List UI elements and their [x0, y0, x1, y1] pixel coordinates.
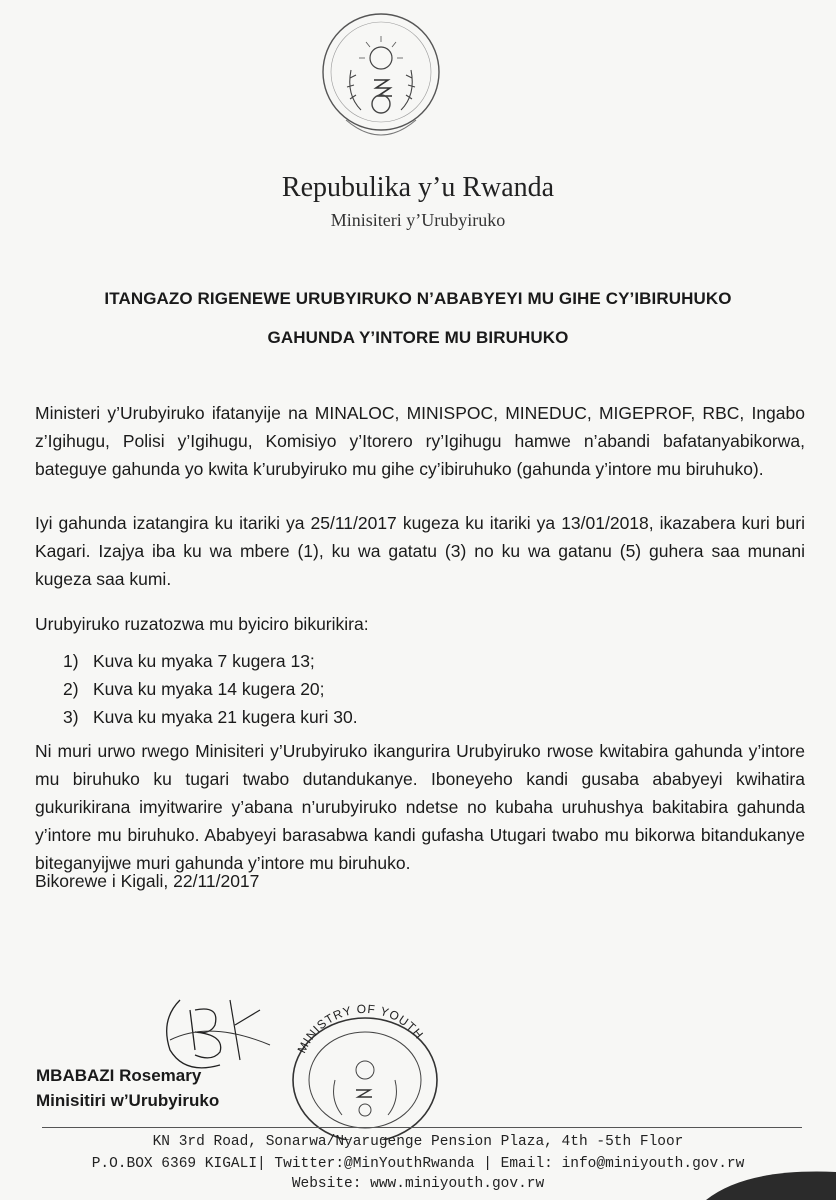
footer-contacts: P.O.BOX 6369 KIGALI| Twitter:@MinYouthRwanda | Email: info@miniyouth.gov.rw	[91, 1156, 745, 1172]
paragraph-call-to-action: Ni muri urwo rwego Minisiteri y’Urubyiruko ikangurira Urubyiruko rwose kwitabira gahunda y’intore mu biruhuko ku tugari twabo dutandukanye. Iboneyeho kandi gusaba ababyeyi kwihatira gukurikirana imyitwarire y’abana n’urubyiruko ndetse no kubaha uruhushya bakitabira gahunda y’intore mu biruhuko. Ababyeyi barasabwa kandi gufasha Utugari twabo mu bikorwa bitandukanye biteganyijwe muri gahunda y’intore mu biruhuko.	[35, 741, 805, 873]
svg-text:MINISTRY OF YOUTH: MINISTRY OF YOUTH	[294, 1001, 427, 1056]
list-item	[63, 675, 358, 703]
ministry-of-youth-stamp	[280, 1000, 450, 1140]
list-item-text: Kuva ku myaka 14 kugera 20;	[93, 679, 325, 699]
date-line: Bikorewe i Kigali, 22/11/2017	[35, 871, 260, 891]
rwanda-coat-of-arms-emblem	[316, 0, 446, 160]
list-item-number: 3)	[63, 707, 79, 727]
list-item-text: Kuva ku myaka 21 kugera kuri 30.	[93, 707, 358, 727]
program-heading: GAHUNDA Y’INTORE MU BIRUHUKO	[267, 328, 569, 347]
corner-decoration	[706, 1168, 836, 1200]
paragraph-schedule: Iyi gahunda izatangira ku itariki ya 25/11/2017 kugeza ku itariki ya 13/01/2018, ikazabera kuri buri Kagari. Izajya iba ku wa mbere (1), ku wa gatatu (3) no ku wa gatanu (5) guhera saa munani kugeza saa kumi.	[35, 513, 805, 589]
list-item	[63, 647, 358, 675]
footer-website: Website: www.miniyouth.gov.rw	[291, 1176, 545, 1192]
paragraph-categories-intro: Urubyiruko ruzatozwa mu byiciro bikurikira:	[35, 614, 369, 634]
paragraph-intro: Ministeri y’Urubyiruko ifatanyije na MINALOC, MINISPOC, MINEDUC, MIGEPROF, RBC, Ingabo z’Igihugu, Polisi y’Igihugu, Komisiyo y’Itorero ry’Igihugu hamwe n’abandi bafatanyabikorwa, bateguye gahunda yo kwita k’urubyiruko mu gihe cy’ibiruhuko (gahunda y’intore mu biruhuko).	[35, 403, 805, 479]
list-item-text: Kuva ku myaka 7 kugera 13;	[93, 651, 315, 671]
age-categories-list	[63, 647, 358, 731]
signer-title: Minisitiri w’Urubyiruko	[36, 1091, 220, 1110]
footer-divider	[42, 1127, 802, 1128]
footer-address: KN 3rd Road, Sonarwa/Nyarugenge Pension Plaza, 4th -5th Floor	[152, 1134, 684, 1150]
list-item	[63, 703, 358, 731]
list-item-number: 1)	[63, 651, 79, 671]
list-item-number: 2)	[63, 679, 79, 699]
announcement-heading: ITANGAZO RIGENEWE URUBYIRUKO N’ABABYEYI MU GIHE CY’IBIRUHUKO	[104, 289, 732, 308]
republic-title: Repubulika y’u Rwanda	[281, 172, 555, 203]
ministry-subtitle: Minisiteri y’Urubyiruko	[330, 210, 506, 230]
signer-name: MBABAZI Rosemary	[36, 1066, 202, 1085]
